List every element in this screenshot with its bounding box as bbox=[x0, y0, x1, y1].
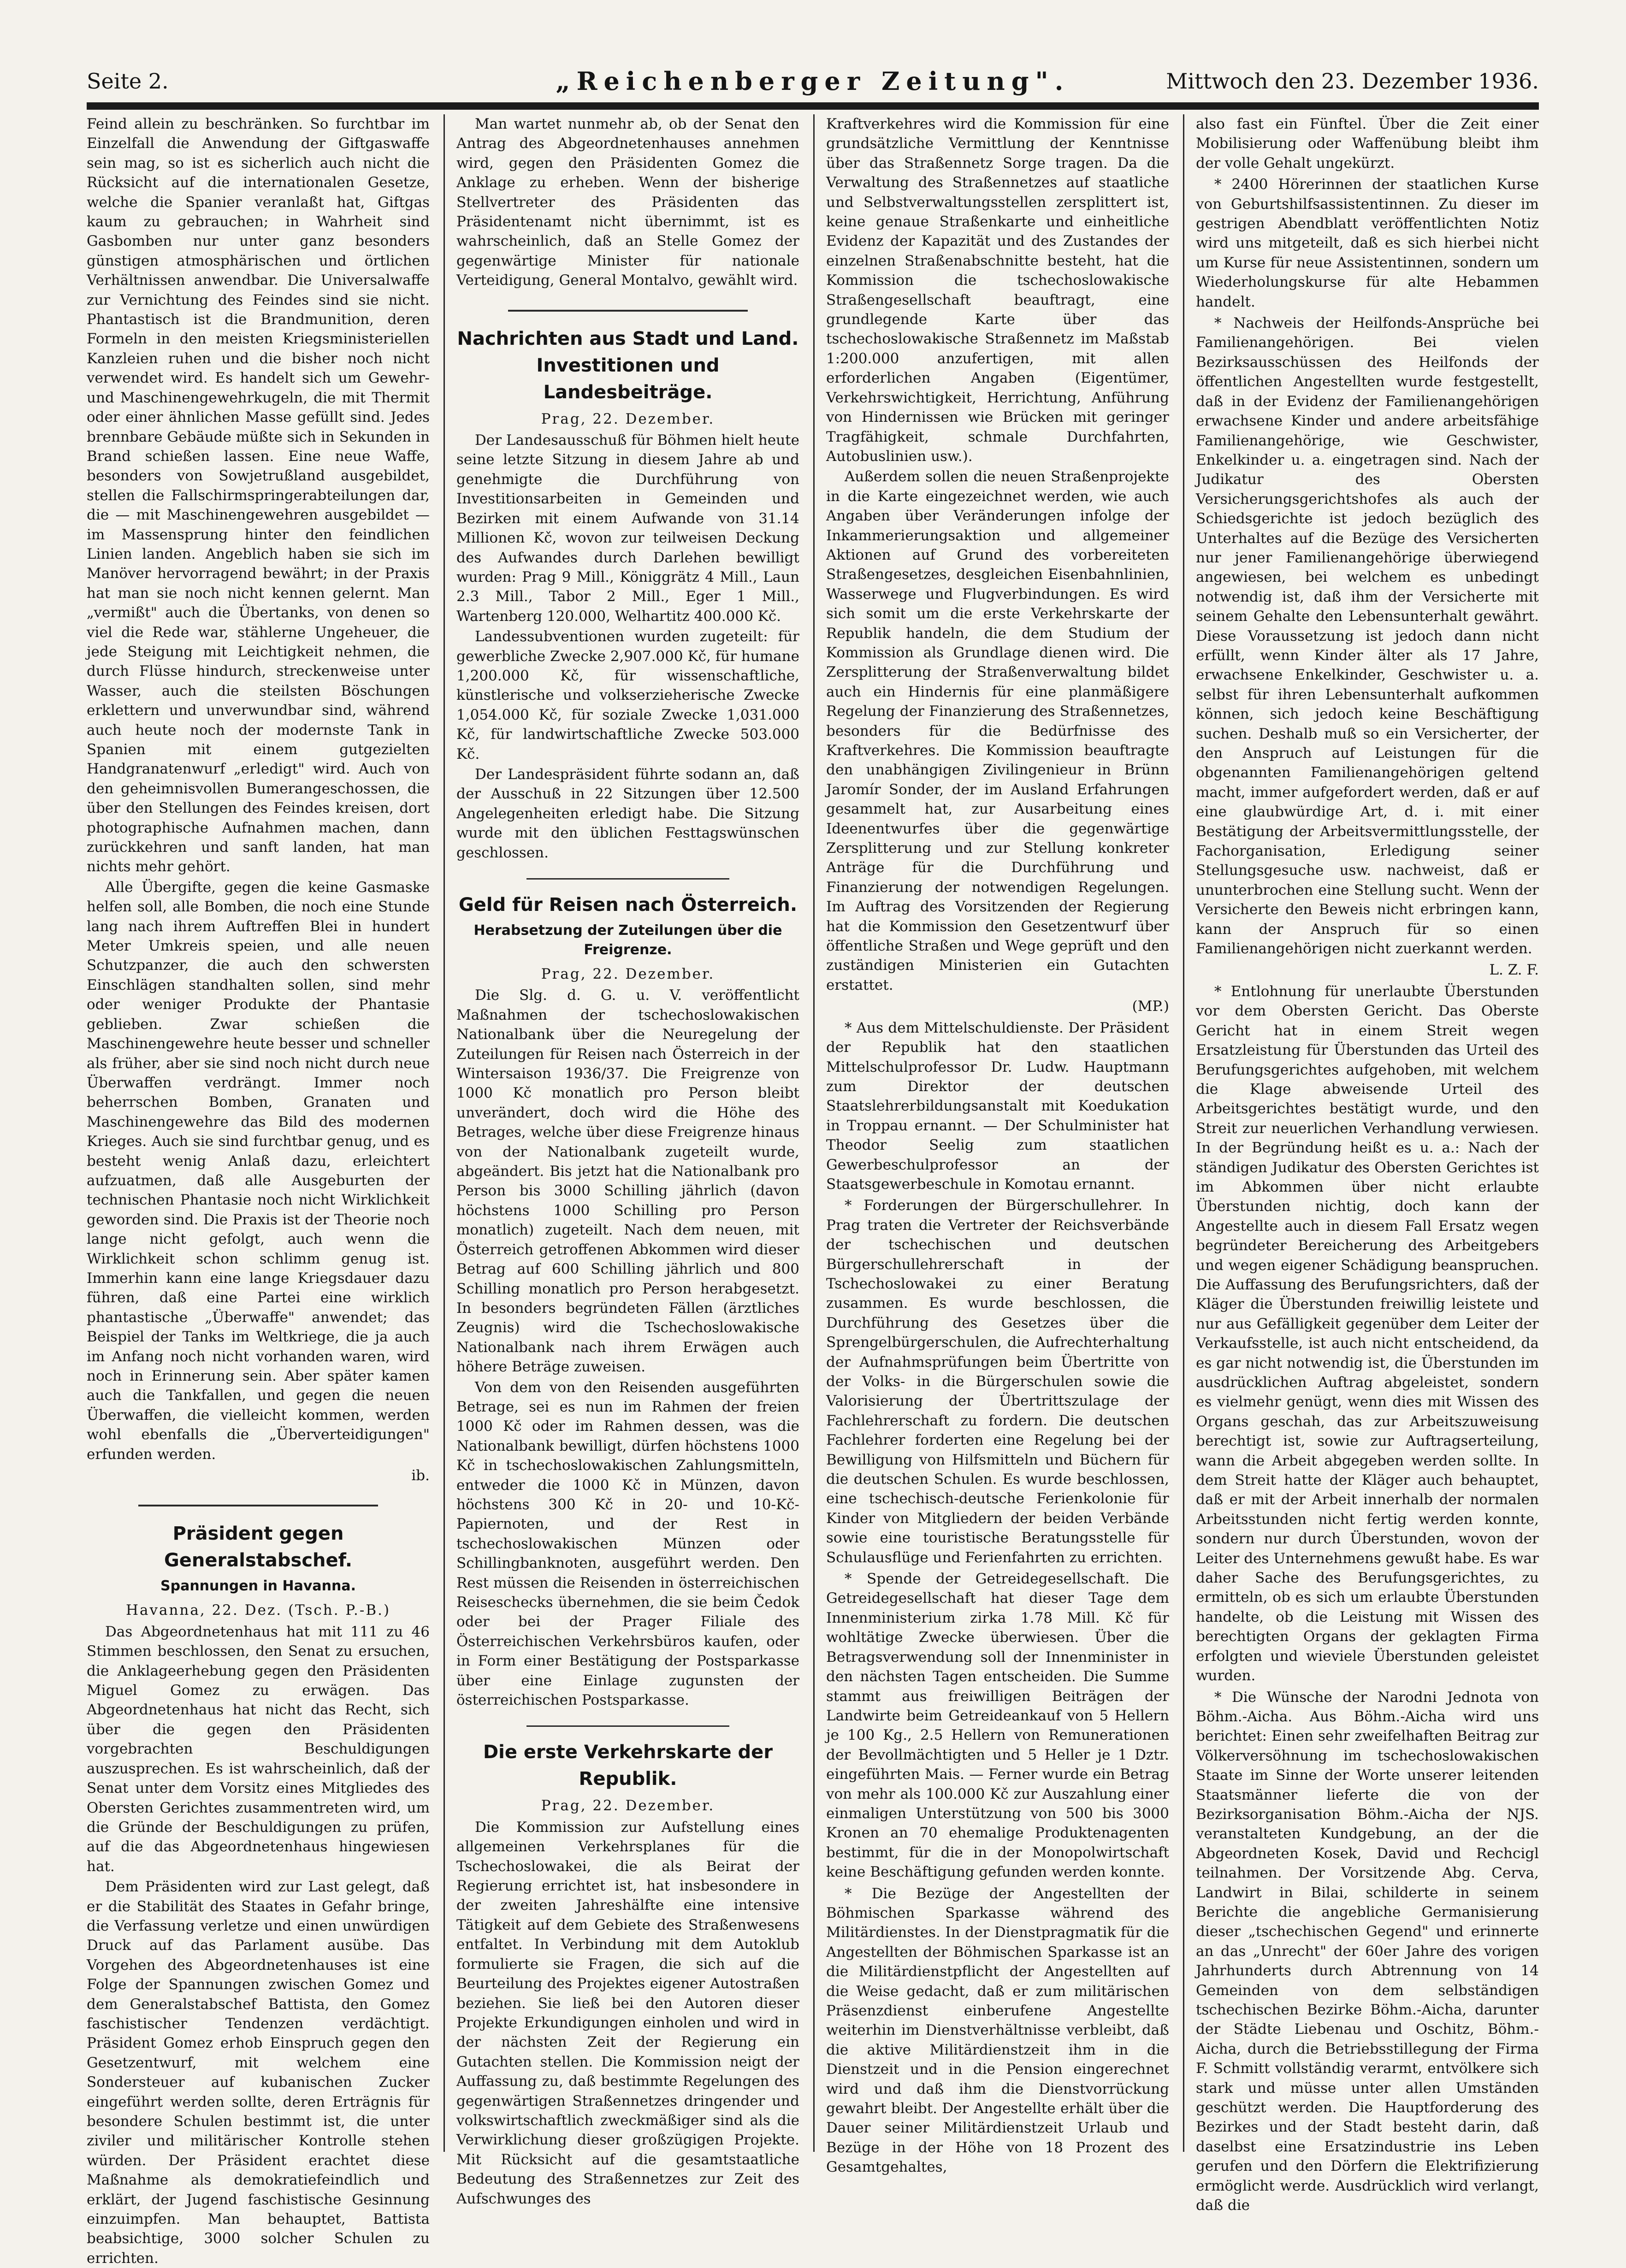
article-paragraph: Man wartet nunmehr ab, ob der Senat den Antrag des Abgeordnetenhauses annehmen wird, gegen den Präsidenten Gomez die Anklage zu erheben. Wenn der bisherige Stellvertreter des Präsidenten das Präsidentenamt nicht übernimmt, ist es wahrscheinlich, daß an Stelle Gomez der gegenwärtige Minister für nationale Verteidigung, General Montalvo, gewählt wird. bbox=[456, 116, 799, 289]
section-divider bbox=[526, 1725, 729, 1727]
column-1 bbox=[87, 114, 430, 2267]
news-item: * Nachweis der Heilfonds-Ansprüche bei Familienangehörigen. Bei vielen Bezirksausschüssen des Heilfonds der öffentlichen Angestellten wurde festgestellt, daß in der Evidenz der Familienangehörigen erwachsene Kinder und andere arbeitsfähige Familienangehörige, wie Geschwister, Enkelkinder u. a. eingetragen sind. Nach der Judikatur des Obersten Versicherungsgerichtshofes als auch der Schiedsgerichte ist jedoch bezüglich des Unterhaltes auf die Bezüge des Versicherten nur jener Familienangehörige überwiegend angewiesen, bei welchem es unbedingt notwendig ist, daß ihm der Versicherte mit seinem Gehalte den Lebensunterhalt gewährt. Diese Voraussetzung ist jedoch dann nicht erfüllt, wenn Kinder älter als 17 Jahre, erwachsene Enkelkinder, Geschwister u. a. selbst für ihren Lebensunterhalt aufkommen können, sich jedoch keine Beschäftigung suchen. Deshalb muß so ein Versicherter, der den Anspruch auf Leistungen für die obgenannten Familienangehörigen geltend macht, immer aufgefordert werden, daß er auf eine glaubwürdige Art, d. i. mit einer Bestätigung der Arbeitsvermittlungsstelle, der Fachorganisation, Erledigung seiner Stellungsgesuche usw. nachweist, daß er ununterbrochen eine Stellung sucht. Wenn der Versicherte den Beweis nicht erbringen kann, kann der Anspruch für so einen Familienangehörigen nicht zuerkannt werden. bbox=[1196, 315, 1539, 957]
column-4 bbox=[1196, 114, 1539, 2214]
section-divider bbox=[138, 1505, 378, 1506]
news-item: * Aus dem Mittelschuldienste. Der Präsident der Republik hat den staatlichen Mittelschulprofessor Dr. Ludw. Hauptmann zum Direktor der deutschen Staatslehrerbildungsanstalt mit Koedukation in Troppau ernannt. — Der Schulminister hat Theodor Seelig zum staatlichen Gewerbeschulprofessor an der Staatsgewerbeschule in Komotau ernannt. bbox=[826, 1019, 1169, 1193]
news-item: * Die Bezüge der Angestellten der Böhmischen Sparkasse während des Militärdienstes. In der Dienstpragmatik für die Angestellten der Böhmischen Sparkasse ist an die Militärdienstpflicht der Angestellten auf die Weise gedacht, daß er zum militärischen Präsenzdienst einberufene Angestellte weiterhin im Dienstverhältnisse verbleibt, daß die aktive Militärdienstzeit ihm in die Dienstzeit und in die Pension eingerechnet wird und daß ihm die Dienstvorrückung gewahrt bleibt. Der Angestellte erhält über die Dauer seiner Militärdienstzeit Urlaub und Bezüge in der Höhe von 18 Prozent des Gesamtgehaltes, bbox=[826, 1885, 1169, 2176]
section-divider bbox=[526, 878, 729, 880]
article-paragraph: Von dem von den Reisenden ausgeführten Betrage, sei es nun im Rahmen der freien 1000 Kč oder im Rahmen dessen, was die Nationalbank bewilligt, dürfen höchstens 1000 Kč in tschechoslowakischen Zahlungsmitteln, entweder die 1000 Kč in Münzen, davon höchstens 300 Kč in 20- und 10-Kč-Papiernoten, und der Rest in tschechoslowakischen Münzen oder Schillingbanknoten, ausgeführt werden. Den Rest müssen die Reisenden in österreichischen Reiseschecks übernehmen, die sie beim Čedok oder bei der Prager Filiale des Österreichischen Verkehrsbüros kaufen, oder in Form einer Bestätigung der Postsparkasse über eine Einlage zugunsten der österreichischen Postsparkasse. bbox=[456, 1379, 799, 1709]
article-paragraph: also fast ein Fünftel. Über die Zeit einer Mobilisierung oder Waffenübung bleibt ihm der volle Gehalt ungekürzt. bbox=[1196, 116, 1539, 171]
article-paragraph: Das Abgeordnetenhaus hat mit 111 zu 46 Stimmen beschlossen, den Senat zu ersuchen, die Anklageerhebung gegen den Präsidenten Miguel Gomez zu erwägen. Das Abgeordnetenhaus hat nicht das Recht, sich über die gegen den Präsidenten vorgebrachten Beschuldigungen auszusprechen. Es ist wahrscheinlich, daß der Senat unter dem Vorsitz eines Mitgliedes des Obersten Gerichtes zusammentreten wird, um die Gründe der Beschuldigungen zu prüfen, auf die das Abgeordnetenhaus hingewiesen hat. bbox=[87, 1623, 430, 1875]
article-paragraph: Der Landesausschuß für Böhmen hielt heute seine letzte Sitzung in diesem Jahre ab und genehmigte die Durchführung von Investitionsarbeiten in Gemeinden und Bezirken mit einem Aufwande von 31.14 Millionen Kč, wovon zur teilweisen Deckung des Aufwandes durch Darlehen bewilligt wurden: Prag 9 Mill., Königgrätz 4 Mill., Laun 2.3 Mill., Tabor 2 Mill., Eger 1 Mill., Wartenberg 120.000, Welhartitz 400.000 Kč. bbox=[456, 432, 799, 625]
column-divider bbox=[813, 114, 815, 2152]
article-paragraph: Landessubventionen wurden zugeteilt: für gewerbliche Zwecke 2,907.000 Kč, für humane 1,200.000 Kč, für wissenschaftliche, künstlerische und volkserzieherische Zwecke 1,054.000 Kč, für soziale Zwecke 1,031.000 Kč, für landwirtschaftliche Zwecke 503.000 Kč. bbox=[456, 628, 799, 762]
section-headline: Nachrichten aus Stadt und Land. bbox=[457, 328, 799, 349]
issue-date: Mittwoch den 23. Dezember 1936. bbox=[1166, 69, 1539, 94]
article-paragraph: Kraftverkehres wird die Kommission für eine grundsätzliche Vermittlung der Kenntnisse über das Straßennetz Sorge tragen. Da die Verwaltung des Straßennetzes auf staatliche und Selbstverwaltungsstellen zersplittert ist, keine genaue Straßenkarte und einheitliche Evidenz der Kapazität und des Zustandes der einzelnen Straßenabschnitte besteht, hat die Kommission die tschechoslowakische Straßengesellschaft beauftragt, eine grundlegende Karte über das tschechoslowakische Straßennetz im Maßstab 1:200.000 anzufertigen, mit allen erforderlichen Angaben (Eigentümer, Verkehrswichtigkeit, Herrichtung, Anführung von Hindernissen wie Brücken mit geringer Tragfähigkeit, schmale Durchfahrten, Autobuslinien usw.). bbox=[826, 116, 1169, 465]
newspaper-title: „Reichenberger Zeitung". bbox=[556, 66, 1070, 96]
masthead bbox=[87, 65, 1539, 106]
column-divider bbox=[443, 114, 445, 2152]
news-item: * Spende der Getreidegesellschaft. Die Getreidegesellschaft hat dieser Tage dem Innenministerium zirka 1.78 Mill. Kč für wohltätige Zwecke überwiesen. Über die Betragsverwendung soll der Innenminister in den nächsten Tagen entscheiden. Die Summe stammt aus freiwilligen Beiträgen der Landwirte beim Getreideankauf von 5 Hellern je 100 Kg., 2.5 Hellern von Remunerationen der Bevollmächtigten und 5 Heller je 1 Dztr. eingeführten Mais. — Ferner wurde ein Betrag von mehr als 100.000 Kč zur Auszahlung einer einmaligen Unterstützung von 500 bis 3000 Kronen an 70 ehemalige Produktenagenten bestimmt, für die in der Monopolwirtschaft keine Beschäftigung gefunden werden konnte. bbox=[826, 1571, 1169, 1881]
article-paragraph: Alle Übergifte, gegen die keine Gasmaske helfen soll, alle Bomben, die noch eine Stunde lang nach ihrem Auftreffen Blei in hundert Meter Umkreis speien, und alle neuen Schutzpanzer, die auch den schwersten Einschlägen standhalten sollen, sind mehr oder weniger Produkte der Phantasie geblieben. Zwar schießen die Maschinengewehre heute besser und schneller als früher, aber sie sind noch nicht durch neue Überwaffen verdrängt. Immer noch beherrschen Bomben, Granaten und Maschinengewehre das Bild des modernen Krieges. Auch sie sind furchtbar genug, und es besteht wenig Anlaß dazu, erleichtert aufzuatmen, daß alle Ausgeburten der technischen Phantasie noch nicht Wirklichkeit geworden sind. Die Praxis ist der Theorie noch lange nicht gefolgt, auch wenn die Wirklichkeit schon schlimm genug ist. Immerhin kann eine lange Kriegsdauer dazu führen, daß eine Partei eine wirklich phantastische „Überwaffe" anwendet; das Beispiel der Tanks im Weltkriege, die ja auch im Anfang noch nicht vorhanden waren, wird noch in Erinnerung sein. Aber später kamen auch die Tankfallen, und gegen die neuen Überwaffen, die vielleicht kommen, werden wohl ebenfalls die „Überverteidigungen" erfunden werden. bbox=[87, 879, 430, 1463]
article-paragraph: Feind allein zu beschränken. So furchtbar im Einzelfall die Anwendung der Giftgaswaffe sein mag, so ist es sicherlich auch nicht die Rücksicht auf die internationalen Gesetze, welche die Spanier veranlaßt hat, Giftgas kaum zu gebrauchen; in Wahrheit sind Gasbomben nur unter ganz besonders günstigen atmosphärischen und örtlichen Verhältnissen anwendbar. Die Universalwaffe zur Vernichtung des Feindes sind sie nicht. Phantastisch ist die Brandmunition, deren Formeln in den meisten Kriegsministeriellen Kanzleien ruhen und die bisher noch nicht verwendet wird. Es handelt sich um Gewehr- und Maschinengewehrkugeln, die mit Thermit oder einer ähnlichen Masse gefüllt sind. Jedes brennbare Gebäude müßte sich in Sekunden in Brand schießen lassen. Eine neue Waffe, besonders von Sowjetrußland ausgebildet, stellen die Fallschirmspringerabteilungen dar, die — mit Maschinengewehren ausgebildet — im Massensprung hinter den feindlichen Linien landen. Angeblich haben sie sich im Manöver hervorragend bewährt; in der Praxis hat man sie noch nicht kennen gelernt. Man „vermißt" auch die Übertanks, von denen so viel die Rede war, stählerne Ungeheuer, die jede Steigung mit Leichtigkeit nehmen, die durch Flüsse hindurch, streckenweise unter Wasser, auch die steilsten Böschungen erklettern und unverwundbar sind, während auch heute noch der modernste Tank in Spanien mit einem gutgezielten Handgranatenwurf „erledigt" wird. Auch von den geheimnisvollen Bumerangeschossen, die über den Stellungen des Feindes kreisen, dort photographische Aufnahmen machen, dann zurückkehren und sanft landen, hat man nichts mehr gehört. bbox=[87, 116, 430, 875]
article-paragraph: Die Slg. d. G. u. V. veröffentlicht Maßnahmen der tschechoslowakischen Nationalbank über die Neuregelung der Zuteilungen für Reisen nach Österreich in der Wintersaison 1936/37. Die Freigrenze von 1000 Kč monatlich pro Person bleibt unverändert, doch wird die Höhe des Betrages, welche über diese Freigrenze hinaus von der Nationalbank zugeteilt wurde, abgeändert. Bis jetzt hat die Nationalbank pro Person bis 3000 Schilling jährlich (davon höchstens 1000 Schilling pro Person monatlich) zugeteilt. Nach dem neuen, mit Österreich getroffenen Abkommen wird dieser Betrag auf 600 Schilling jährlich und 800 Schilling monatlich pro Person herabgesetzt. In besonders begründeten Fällen (ärztliches Zeugnis) wird die Tschechoslowakische Nationalbank nach ihrem Erwägen auch höhere Beträge zuweisen. bbox=[456, 987, 799, 1376]
news-item: * 2400 Hörerinnen der staatlichen Kurse von Geburtshilfsassistentinnen. Zu dieser im gestrigen Abendblatt veröffentlichten Notiz wird uns mitgeteilt, daß es sich hierbei nicht um Kurse für neue Assistentinnen, sondern um Wiederholungskurse für alte Hebammen handelt. bbox=[1196, 176, 1539, 310]
news-item: * Die Wünsche der Narodni Jednota von Böhm.-Aicha. Aus Böhm.-Aicha wird uns berichtet: Einen sehr zweifelhaften Beitrag zur Völkerversöhnung im tschechoslowakischen Staate im Sinne der Worte unserer leitenden Staatsmänner lieferte die von der Bezirksorganisation Böhm.-Aicha der NJS. veranstalteten Kundgebung, an der die Abgeordneten Kosek, David und Rechcigl teilnahmen. Der Vorsitzende Abg. Cerva, Landwirt in Bilai, schilderte in seinem Berichte die angebliche Germanisierung dieser „tschechischen Gegend" und erinnerte an das „Unrecht" der 60er Jahre des vorigen Jahrhunderts durch Abtrennung von 14 Gemeinden von dem selbständigen tschechischen Bezirke Böhm.-Aicha, darunter der Städte Liebenau und Oschitz, Böhm.-Aicha, durch die Betriebsstillegung der Firma F. Schmitt vollständig verarmt, entvölkere sich stark und müsse unter allen Umständen geschützt werden. Die Hauptforderung des Bezirkes und der Stadt besteht darin, daß daselbst eine Ersatzindustrie ins Leben gerufen und den Dörfern die Elektrifizierung ermöglicht werde. Ausdrücklich wird verlangt, daß die bbox=[1196, 1689, 1539, 2214]
headline: Die erste Verkehrskarte der Republik. bbox=[483, 1742, 773, 1790]
dateline: Havanna, 22. Dez. (Tsch. P.-B.) bbox=[125, 1602, 391, 1619]
article-paragraph: Der Landespräsident führte sodann an, daß der Ausschuß in 22 Sitzungen über 12.500 Angelegenheiten erledigt habe. Die Sitzung wurde mit den üblichen Festtagswünschen geschlossen. bbox=[456, 766, 799, 861]
article-signature: (MP.) bbox=[1132, 998, 1169, 1015]
subheadline: Spannungen in Havanna. bbox=[160, 1578, 356, 1595]
article-signature: L. Z. F. bbox=[1489, 962, 1539, 979]
article-signature: ib. bbox=[411, 1467, 430, 1484]
column-3 bbox=[826, 114, 1169, 2176]
article-paragraph: Dem Präsidenten wird zur Last gelegt, daß er die Stabilität des Staates in Gefahr bringe, die Verfassung verletze und einen unwürdigen Druck auf das Parlament ausübe. Das Vorgehen des Abgeordnetenhauses ist eine Folge der Spannungen zwischen Gomez und dem Generalstabschef Battista, den Gomez faschistischer Tendenzen verdächtigt. Präsident Gomez erhob Einspruch gegen den Gesetzentwurf, mit welchem eine Sondersteuer auf kubanischen Zucker eingeführt werden sollte, deren Erträgnis für besondere Schulen bestimmt ist, die unter ziviler und militärischer Kontrolle stehen würden. Der Präsident erachtet diese Maßnahme als demokratiefeindlich und erklärt, der Jugend faschistische Gesinnung einzuimpfen. Man behauptet, Battista beabsichtige, 3000 solcher Schulen zu errichten. bbox=[87, 1878, 430, 2267]
dateline: Prag, 22. Dezember. bbox=[541, 966, 715, 982]
section-divider bbox=[508, 310, 748, 312]
news-item: * Entlohnung für unerlaubte Überstunden vor dem Obersten Gericht. Das Oberste Gericht hat in einem Streit wegen Ersatzleistung für Überstunden das Urteil des Berufungsgerichtes aufgehoben, mit welchem die Klage abweisende Urteil des Arbeitsgerichtes bestätigt wurde, und den Streit zur neuerlichen Verhandlung verwiesen. In der Begründung heißt es u. a.: Nach der ständigen Judikatur des Obersten Gerichtes ist im Abkommen über nicht erlaubte Überstunden nichtig, doch kann der Angestellte auch in diesem Fall Ersatz wegen begründeter Bereicherung des Arbeitgebers und wegen eigener Schädigung beanspruchen. Die Auffassung des Berufungsrichters, daß der Kläger die Überstunden freiwillig leistete und nur aus Gefälligkeit gegenüber dem Leiter der Verkaufsstelle, ist auch nicht entscheidend, da es gar nicht notwendig ist, die Überstunden im ausdrücklichen Auftrag abgeleistet, sondern es vielmehr genügt, wenn dies mit Wissen des Organs geschah, das zur Arbeitszuweisung berechtigt ist, sowie zur Auftragserteilung, wann die Arbeit abgegeben werden sollte. In dem Streit hatte der Kläger auch behauptet, daß er mit der Arbeit innerhalb der normalen Arbeitsstunden nicht fertig werden konnte, sondern nur durch Überstunden, wovon der Leiter des Unternehmens gewußt habe. Es war daher Sache des Berufungsgerichtes, zu ermitteln, ob es sich um erlaubte Überstunden handelte, ob die Leistung mit Wissen des berechtigten Organs der geklagten Firma erfolgten und wieviele Überstunden geleistet wurden. bbox=[1196, 983, 1539, 1684]
dateline: Prag, 22. Dezember. bbox=[541, 410, 715, 427]
article-paragraph: Die Kommission zur Aufstellung eines allgemeinen Verkehrsplanes für die Tschechoslowakei, die als Beirat der Regierung errichtet ist, hat insbesondere in der zweiten Jahreshälfte eine intensive Tätigkeit auf dem Gebiete des Straßenwesens entfaltet. In Verbindung mit dem Autoklub formulierte sie Fragen, die sich auf die Beurteilung des Projektes eigener Autostraßen beziehen. Sie ließ bei den Autoren dieser Projekte Erkundigungen einholen und wird in der nächsten Zeit der Regierung ein Gutachten stellen. Die Kommission neigt der Auffassung zu, daß bestimmte Regelungen des gegenwärtigen Straßennetzes dringender und volkswirtschaftlich zweckmäßiger sind als die Verwirklichung dieser großzügigen Projekte. Mit Rücksicht auf die gesamtstaatliche Bedeutung des Straßennetzes zur Zeit des Aufschwunges des bbox=[456, 1819, 799, 2207]
article-paragraph: Außerdem sollen die neuen Straßenprojekte in die Karte eingezeichnet werden, wie auch Angaben über Veränderungen infolge der Inkammerierungsaktion und allgemeiner Aktionen auf Grund des vorbereiteten Straßengesetzes, desgleichen Eisenbahnlinien, Wasserwege und Flugverbindungen. Es wird sich somit um die erste Verkehrskarte der Republik handeln, die dem Studium der Kommission als Grundlage dienen wird. Die Zersplitterung der Straßenverwaltung bildet auch ein Hindernis für eine planmäßigere Regelung der Finanzierung des Straßennetzes, besonders für die Bedürfnisse des Kraftverkehres. Die Kommission beauftragte den unabhängigen Zivilingenieur in Brünn Jaromír Sonder, der im Ausland Erfahrungen gesammelt hat, zur Ausarbeitung eines Ideenentwurfes über die gegenwärtige Zersplitterung und zur Stellung konkreter Anträge für die Durchführung und Finanzierung der notwendigen Regelungen. Im Auftrag des Vorsitzenden der Regierung hat die Kommission den Gesetzentwurf über öffentliche Straßen und Wege geprüft und den zuständigen Ministerien ein Gutachten erstattet. bbox=[826, 468, 1169, 993]
news-item: * Forderungen der Bürgerschullehrer. In Prag traten die Vertreter der Reichsverbände der tschechischen und deutschen Bürgerschullehrerschaft in der Tschechoslowakei zu einer Beratung zusammen. Es wurde beschlossen, die Durchführung des Gesetzes über die Sprengelbürgerschulen, die Aufrechterhaltung der Aufnahmsprüfungen beim Übertritte von der Volks- in die Bürgerschulen sowie die Valorisierung der Übertrittszulage der Fachlehrerschaft zu fordern. Die deutschen Fachlehrer forderten eine Regelung bei der Bewilligung von Hilfsmitteln und Büchern für die deutschen Schulen. Es wurde beschlossen, eine tschechisch-deutsche Ferienkolonie für Kinder von Mitgliedern der beiden Verbände sowie eine touristische Beratungsstelle für Schulausflüge und Ferienfahrten zu errichten. bbox=[826, 1197, 1169, 1566]
dateline: Prag, 22. Dezember. bbox=[541, 1797, 715, 1814]
headline: Geld für Reisen nach Österreich. bbox=[458, 894, 798, 915]
subheadline: Herabsetzung der Zuteilungen über die Freigrenze. bbox=[473, 922, 782, 958]
masthead-rule bbox=[87, 102, 1539, 110]
column-divider bbox=[1183, 114, 1184, 2152]
headline: Präsident gegen Generalstabschef. bbox=[164, 1523, 353, 1571]
headline: Investitionen und Landesbeiträge. bbox=[536, 354, 720, 403]
column-2 bbox=[456, 114, 799, 2207]
page-number: Seite 2. bbox=[87, 69, 169, 94]
